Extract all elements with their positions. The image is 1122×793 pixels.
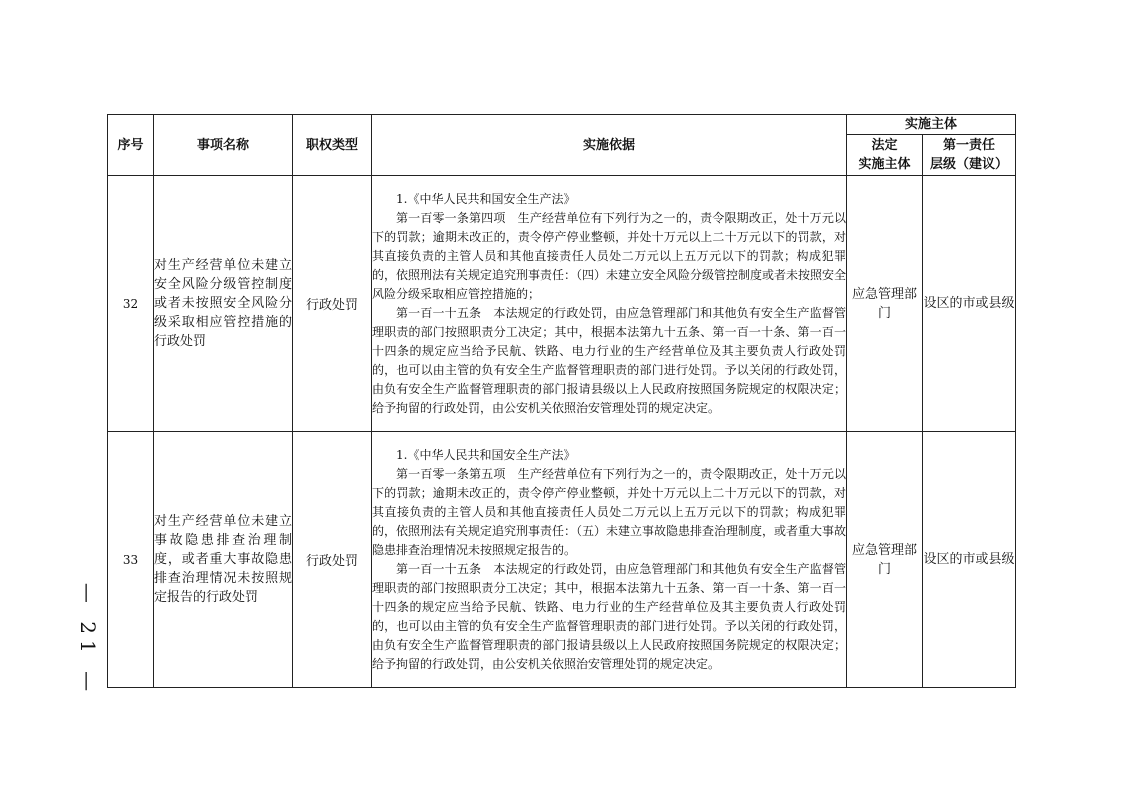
basis-law-title: 1.《中华人民共和国安全生产法》 [396, 447, 576, 462]
table-row [108, 432, 1016, 688]
header-seq: 序号 [108, 115, 154, 176]
row-responsibility-level: 设区的市或县级 [923, 176, 1016, 432]
row-basis [372, 176, 847, 432]
table-row [108, 176, 1016, 432]
authority-table [107, 114, 1016, 688]
row-basis [372, 432, 847, 688]
basis-article: 第一百一十五条 本法规定的行政处罚，由应急管理部门和其他负有安全生产监督管理职责的部门按照职责分工决定；其中，根据本法第九十五条、第一百一十条、第一百一十四条的规定应当给予民航、铁路、电力行业的生产经营单位及其主要负责人行政处罚的，也可以由主管的负有安全生产监督管理职责的部门进行处罚。予以关闭的行政处罚，由负有安全生产监督管理职责的部门报请县级以上人民政府按照国务院规定的权限决定；给予拘留的行政处罚，由公安机关依照治安管理处罚的规定决定。 [372, 561, 846, 671]
header-level-line1: 第一责任 [943, 138, 996, 153]
row-legal-subject: 应急管理部门 [847, 176, 923, 432]
header-subject-group: 实施主体 [847, 115, 1016, 135]
header-name: 事项名称 [154, 115, 293, 176]
header-legal-subject-line2: 实施主体 [858, 157, 911, 172]
header-responsibility-level [923, 135, 1016, 176]
header-level-line2: 层级（建议） [930, 157, 1009, 172]
basis-article: 第一百零一条第五项 生产经营单位有下列行为之一的，责令限期改正，处十万元以下的罚款；逾期未改正的，责令停产停业整顿，并处十万元以上二十万元以下的罚款，对其直接负责的主管人员和其他直接责任人员处二万元以上五万元以下的罚款；构成犯罪的，依照刑法有关规定追究刑事责任：（五）未建立事故隐患排查治理制度，或者重大事故隐患排查治理情况未按照规定报告的。 [372, 466, 847, 557]
header-legal-subject-line1: 法定 [871, 138, 898, 153]
row-item-name: 对生产经营单位未建立安全风险分级管控制度或者未按照安全风险分级采取相应管控措施的行政处罚 [154, 176, 293, 432]
row-legal-subject: 应急管理部门 [847, 432, 923, 688]
row-seq: 32 [108, 176, 154, 432]
row-responsibility-level: 设区的市或县级 [923, 432, 1016, 688]
basis-law-title: 1.《中华人民共和国安全生产法》 [396, 191, 576, 206]
header-basis: 实施依据 [372, 115, 847, 176]
page-number-text: — 21 — [76, 582, 101, 698]
basis-article: 第一百零一条第四项 生产经营单位有下列行为之一的，责令限期改正，处十万元以下的罚款；逾期未改正的，责令停产停业整顿，并处十万元以上二十万元以下的罚款，对其直接负责的主管人员和其他直接责任人员处二万元以上五万元以下的罚款；构成犯罪的，依照刑法有关规定追究刑事责任：（四）未建立安全风险分级管控制度或者未按照安全风险分级采取相应管控措施的； [372, 210, 847, 301]
header-legal-subject [847, 135, 923, 176]
row-seq: 33 [108, 432, 154, 688]
row-authority-type: 行政处罚 [293, 176, 372, 432]
basis-article: 第一百一十五条 本法规定的行政处罚，由应急管理部门和其他负有安全生产监督管理职责的部门按照职责分工决定；其中，根据本法第九十五条、第一百一十条、第一百一十四条的规定应当给予民航、铁路、电力行业的生产经营单位及其主要负责人行政处罚的，也可以由主管的负有安全生产监督管理职责的部门进行处罚。予以关闭的行政处罚，由负有安全生产监督管理职责的部门报请县级以上人民政府按照国务院规定的权限决定；给予拘留的行政处罚，由公安机关依照治安管理处罚的规定决定。 [372, 305, 846, 415]
page-number [68, 582, 108, 698]
row-item-name: 对生产经营单位未建立事故隐患排查治理制度，或者重大事故隐患排查治理情况未按照规定报告的行政处罚 [154, 432, 293, 688]
row-authority-type: 行政处罚 [293, 432, 372, 688]
header-type: 职权类型 [293, 115, 372, 176]
